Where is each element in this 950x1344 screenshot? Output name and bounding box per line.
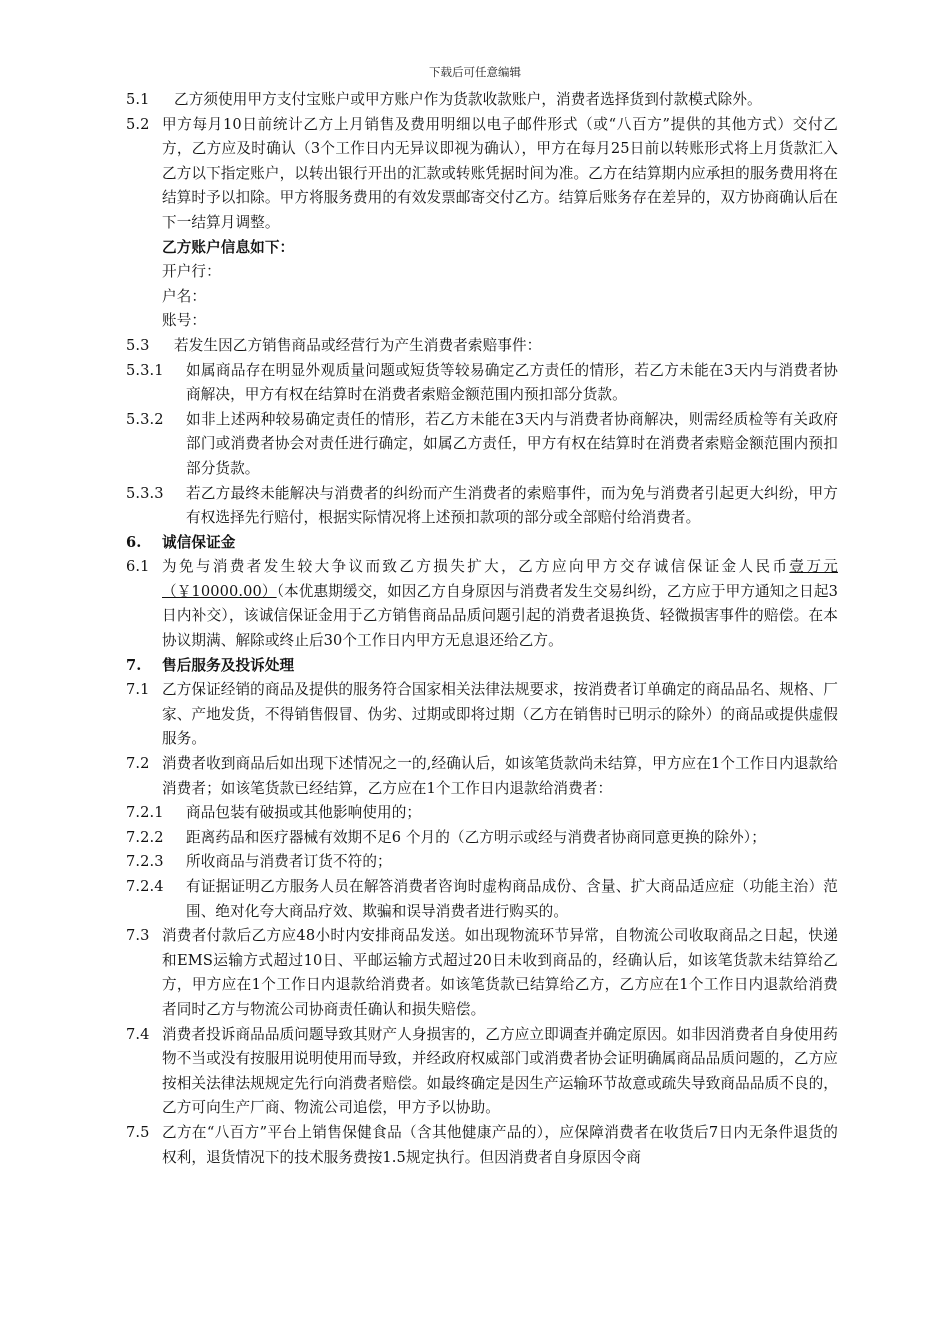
clause-5-1 bbox=[126, 88, 838, 113]
page-header: 下载后可任意编辑 bbox=[429, 65, 521, 79]
clause-7-5 bbox=[126, 1121, 838, 1170]
clause-text: 若乙方最终未能解决与消费者的纠纷而产生消费者的索赔事件，而为免与消费者引起更大纠纷，甲方有权选择先行赔付，根据实际情况将上述预扣款项的部分或全部赔付给消费者。 bbox=[186, 484, 838, 527]
clause-5-3 bbox=[126, 334, 838, 359]
section-title: 售后服务及投诉处理 bbox=[162, 656, 295, 674]
clause-number: 5.3 bbox=[126, 336, 150, 354]
section-number: 6. bbox=[126, 533, 142, 551]
clause-text: 距离药品和医疗器械有效期不足6 个月的（乙方明示或经与消费者协商同意更换的除外）； bbox=[186, 828, 766, 846]
clause-number: 5.2 bbox=[126, 115, 150, 133]
account-info-title: 乙方账户信息如下： bbox=[162, 238, 295, 256]
clause-5-3-2 bbox=[126, 408, 838, 482]
clause-text: 乙方在“八百方”平台上销售保健食品（含其他健康产品的），应保障消费者在收货后7日内无条件退货的权利，退货情况下的技术服务费按1.5规定执行。但因消费者自身原因令商 bbox=[162, 1123, 838, 1166]
clause-7-4 bbox=[126, 1023, 838, 1121]
clause-7-2 bbox=[126, 752, 838, 801]
clause-number: 5.3.1 bbox=[126, 361, 164, 379]
section-title: 诚信保证金 bbox=[162, 533, 236, 551]
section-6-heading bbox=[126, 531, 838, 556]
clause-text-b: （本优惠期缓交，如因乙方自身原因与消费者发生交易纠纷，乙方应于甲方通知之日起3日内补交），该诚信保证金用于乙方销售商品品质问题引起的消费者退换货、轻微损害事件的赔偿。在本协议期满、解除或终止后30个工作日内甲方无息退还给乙方。 bbox=[162, 582, 839, 650]
clause-text: 甲方每月10日前统计乙方上月销售及费用明细以电子邮件形式（或“八百方”提供的其他方式）交付乙方，乙方应及时确认（3个工作日内无异议即视为确认），甲方在每月25日前以转账形式将上月货款汇入乙方以下指定账户，以转出银行开出的汇款或转账凭据时间为准。乙方在结算期内应承担的服务费用将在结算时予以扣除。甲方将服务费用的有效发票邮寄交付乙方。结算后账务存在差异的，双方协商确认后在下一结算月调整。 bbox=[162, 115, 838, 231]
clause-number: 5.1 bbox=[126, 91, 150, 108]
clause-6-1 bbox=[126, 555, 838, 653]
clause-5-3-3 bbox=[126, 482, 838, 531]
holder-field: 户名： bbox=[162, 287, 207, 305]
clause-7-2-2 bbox=[126, 826, 838, 851]
clause-text: 乙方保证经销的商品及提供的服务符合国家相关法律法规要求，按消费者订单确定的商品品名、规格、厂家、产地发货，不得销售假冒、伪劣、过期或即将过期（乙方在销售时已明示的除外）的商品或提供虚假服务。 bbox=[162, 681, 838, 748]
clause-text: 消费者付款后乙方应48小时内安排商品发送。如出现物流环节异常，自物流公司收取商品之日起，快递和EMS运输方式超过10日、平邮运输方式超过20日未收到商品的，经确认后，如该笔货款未结算给乙方，甲方应在1个工作日内退款给消费者。如该笔货款已结算给乙方，乙方应在1个工作日内退款给消费者同时乙方与物流公司协商责任确认和损失赔偿。 bbox=[162, 927, 838, 1018]
clause-number: 7.2 bbox=[126, 755, 150, 773]
clause-number: 7.1 bbox=[126, 681, 150, 699]
clause-7-1 bbox=[126, 678, 838, 752]
clause-number: 7.3 bbox=[126, 927, 150, 945]
clause-text bbox=[162, 555, 838, 653]
clause-text: 商品包装有破损或其他影响使用的； bbox=[186, 804, 422, 822]
clause-text: 乙方须使用甲方支付宝账户或甲方账户作为货款收款账户，消费者选择货到付款模式除外。 bbox=[174, 91, 762, 108]
clause-number: 7.4 bbox=[126, 1025, 150, 1043]
clause-text: 消费者收到商品后如出现下述情况之一的,经确认后，如该笔货款尚未结算，甲方应在1个工作日内退款给消费者；如该笔货款已经结算，乙方应在1个工作日内退款给消费者： bbox=[162, 755, 838, 797]
clause-7-2-1 bbox=[126, 801, 838, 826]
clause-5-3-1 bbox=[126, 359, 838, 408]
clause-text-a: 为免与消费者发生较大争议而致乙方损失扩大，乙方应向甲方交存诚信保证金人民币 bbox=[162, 558, 790, 576]
section-7-heading bbox=[126, 654, 838, 679]
deposit-amount: 壹万元（￥10000.00） bbox=[162, 558, 838, 600]
bank-field: 开户行： bbox=[162, 263, 221, 281]
clause-text: 有证据证明乙方服务人员在解答消费者咨询时虚构商品成份、含量、扩大商品适应症（功能主治）范围、绝对化夸大商品疗效、欺骗和误导消费者进行购买的。 bbox=[186, 878, 838, 920]
clause-text: 如非上述两种较易确定责任的情形，若乙方未能在3天内与消费者协商解决，则需经质检等有关政府部门或消费者协会对责任进行确定，如属乙方责任，甲方有权在结算时在消费者索赔金额范围内预扣部分货款。 bbox=[186, 410, 838, 477]
clause-number: 7.2.3 bbox=[126, 853, 164, 871]
clause-7-3 bbox=[126, 924, 838, 1022]
document-body bbox=[126, 88, 838, 1170]
clause-number: 7.2.4 bbox=[126, 878, 164, 895]
clause-7-2-4 bbox=[126, 875, 838, 924]
clause-text: 所收商品与消费者订货不符的； bbox=[186, 853, 392, 871]
clause-text: 如属商品存在明显外观质量问题或短货等较易确定乙方责任的情形，若乙方未能在3天内与消费者协商解决，甲方有权在结算时在消费者索赔金额范围内预扣部分货款。 bbox=[186, 361, 838, 404]
clause-text: 若发生因乙方销售商品或经营行为产生消费者索赔事件： bbox=[174, 336, 542, 354]
section-number: 7. bbox=[126, 656, 142, 674]
account-number-field: 账号： bbox=[162, 312, 207, 330]
clause-number: 5.3.2 bbox=[126, 410, 164, 428]
clause-number: 7.5 bbox=[126, 1123, 150, 1141]
clause-text: 消费者投诉商品品质问题导致其财产人身损害的，乙方应立即调查并确定原因。如非因消费者自身使用药物不当或没有按服用说明使用而导致，并经政府权威部门或消费者协会证明确属商品品质问题的，乙方应按相关法律法规规定先行向消费者赔偿。如最终确定是因生产运输环节故意或疏失导致商品品质不良的，乙方可向生产厂商、物流公司追偿，甲方予以协助。 bbox=[162, 1025, 838, 1117]
clause-5-2 bbox=[126, 113, 838, 236]
clause-number: 5.3.3 bbox=[126, 484, 164, 502]
clause-number: 6.1 bbox=[126, 558, 150, 576]
clause-number: 7.2.1 bbox=[126, 804, 164, 822]
clause-number: 7.2.2 bbox=[126, 828, 164, 846]
clause-7-2-3 bbox=[126, 850, 838, 875]
